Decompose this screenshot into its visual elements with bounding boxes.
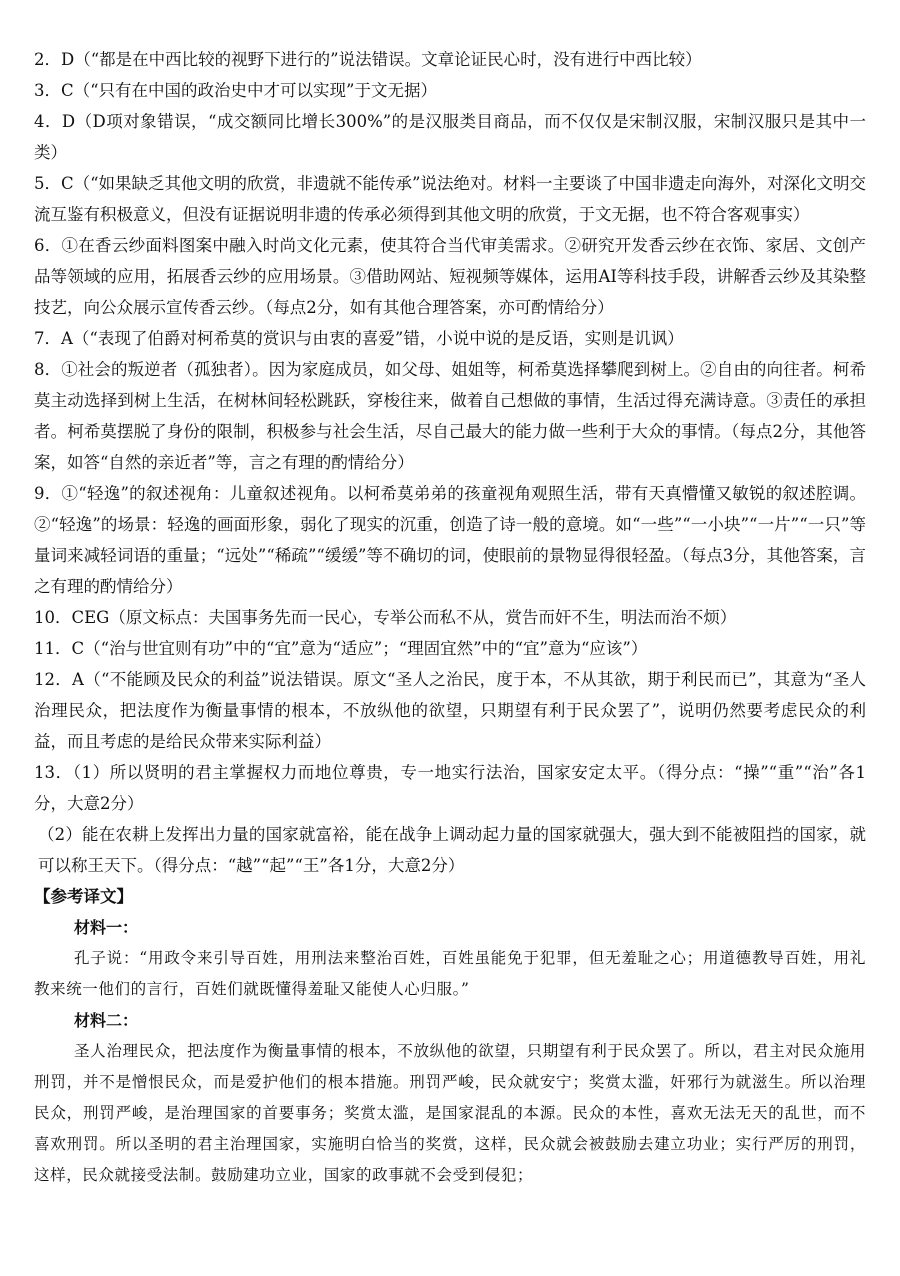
answer-4: 4．D（D项对象错误，“成交额同比增长300%”的是汉服类目商品，而不仅仅是宋制汉服，宋制汉服只是其中一类） bbox=[34, 112, 866, 162]
answer-13-part-1: 13．（1）所以贤明的君主掌握权力而地位尊贵，专一地实行法治，国家安定太平。（得分点：“操”“重”“治”各1分，大意2分） bbox=[34, 763, 866, 813]
answer-9: 9．①“轻逸”的叙述视角：儿童叙述视角。以柯希莫弟弟的孩童视角观照生活，带有天真懵懂又敏锐的叙述腔调。②“轻逸”的场景：轻逸的画面形象，弱化了现实的沉重，创造了诗一般的意境。如“一些”“一小块”“一片”“一只”等量词来减轻词语的重量；“远处”“稀疏”“缓缓”等不确切的词，使眼前的景物显得很轻盈。（每点3分，其他答案，言之有理的酌情给分） bbox=[34, 484, 866, 596]
answer-13-part-2: （2）能在农耕上发挥出力量的国家就富裕，能在战争上调动起力量的国家就强大，强大到不能被阻挡的国家，就可以称王天下。（得分点：“越”“起”“王”各1分，大意2分） bbox=[38, 825, 866, 875]
answer-8: 8．①社会的叛逆者（孤独者）。因为家庭成员，如父母、姐姐等，柯希莫选择攀爬到树上。②自由的向往者。柯希莫主动选择到树上生活，在树林间轻松跳跃，穿梭往来，做着自己想做的事情，生活过得充满诗意。③责任的承担者。柯希莫摆脱了身份的限制，积极参与社会生活，尽自己最大的能力做一些利于大众的事情。（每点2分，其他答案，如答“自然的亲近者”等，言之有理的酌情给分） bbox=[34, 360, 866, 472]
material-1-title: 材料一： bbox=[74, 918, 139, 937]
answer-7: 7．A（“表现了伯爵对柯希莫的赏识与由衷的喜爱”错，小说中说的是反语，实则是讥讽） bbox=[34, 329, 684, 348]
answer-11: 11．C（“治与世宜则有功”中的“宜”意为“适应”；“理固宜然”中的“宜”意为“应该”） bbox=[34, 639, 648, 658]
answer-6: 6．①在香云纱面料图案中融入时尚文化元素，使其符合当代审美需求。②研究开发香云纱在衣饰、家居、文创产品等领域的应用，拓展香云纱的应用场景。③借助网站、短视频等媒体，运用AI等科技手段，讲解香云纱及其染整技艺，向公众展示宣传香云纱。（每点2分，如有其他合理答案，亦可酌情给分） bbox=[34, 236, 866, 317]
material-2-title: 材料二： bbox=[74, 1011, 139, 1030]
answer-5: 5．C（“如果缺乏其他文明的欣赏，非遗就不能传承”说法绝对。材料一主要谈了中国非遗走向海外，对深化文明交流互鉴有积极意义，但没有证据说明非遗的传承必须得到其他文明的欣赏，于文无据，也不符合客观事实） bbox=[34, 174, 866, 224]
answer-10: 10．CEG（原文标点：夫国事务先而一民心，专举公而私不从，赏告而奸不生，明法而治不烦） bbox=[34, 608, 737, 627]
answer-3: 3．C（“只有在中国的政治史中才可以实现”于文无据） bbox=[34, 81, 437, 100]
answer-12: 12．A（“不能顾及民众的利益”说法错误。原文“圣人之治民，度于本，不从其欲，期于利民而已”，其意为“圣人治理民众，把法度作为衡量事情的根本，不放纵他的欲望，只期望有利于民众罢了”，说明仍然要考虑民众的利益，而且考虑的是给民众带来实际利益） bbox=[34, 670, 866, 751]
translation-heading: 【参考译文】 bbox=[34, 887, 133, 906]
material-1-text: 孔子说：“用政令来引导百姓，用刑法来整治百姓，百姓虽能免于犯罪，但无羞耻之心；用道德教导百姓，用礼教来统一他们的言行，百姓们就既懂得羞耻又能使人心归服。” bbox=[34, 949, 866, 998]
answer-2: 2．D（“都是在中西比较的视野下进行的”说法错误。文章论证民心时，没有进行中西比较） bbox=[34, 50, 702, 69]
material-2-text: 圣人治理民众，把法度作为衡量事情的根本，不放纵他的欲望，只期望有利于民众罢了。所以，君主对民众施用刑罚，并不是憎恨民众，而是爱护他们的根本措施。刑罚严峻，民众就安宁；奖赏太滥，奸邪行为就滋生。所以治理民众，刑罚严峻，是治理国家的首要事务；奖赏太滥，是国家混乱的本源。民众的本性，喜欢无法无天的乱世，而不喜欢刑罚。所以圣明的君主治理国家，实施明白恰当的奖赏，这样，民众就会被鼓励去建立功业；实行严厉的刑罚，这样，民众就接受法制。鼓励建功立业，国家的政事就不会受到侵犯； bbox=[34, 1042, 866, 1184]
